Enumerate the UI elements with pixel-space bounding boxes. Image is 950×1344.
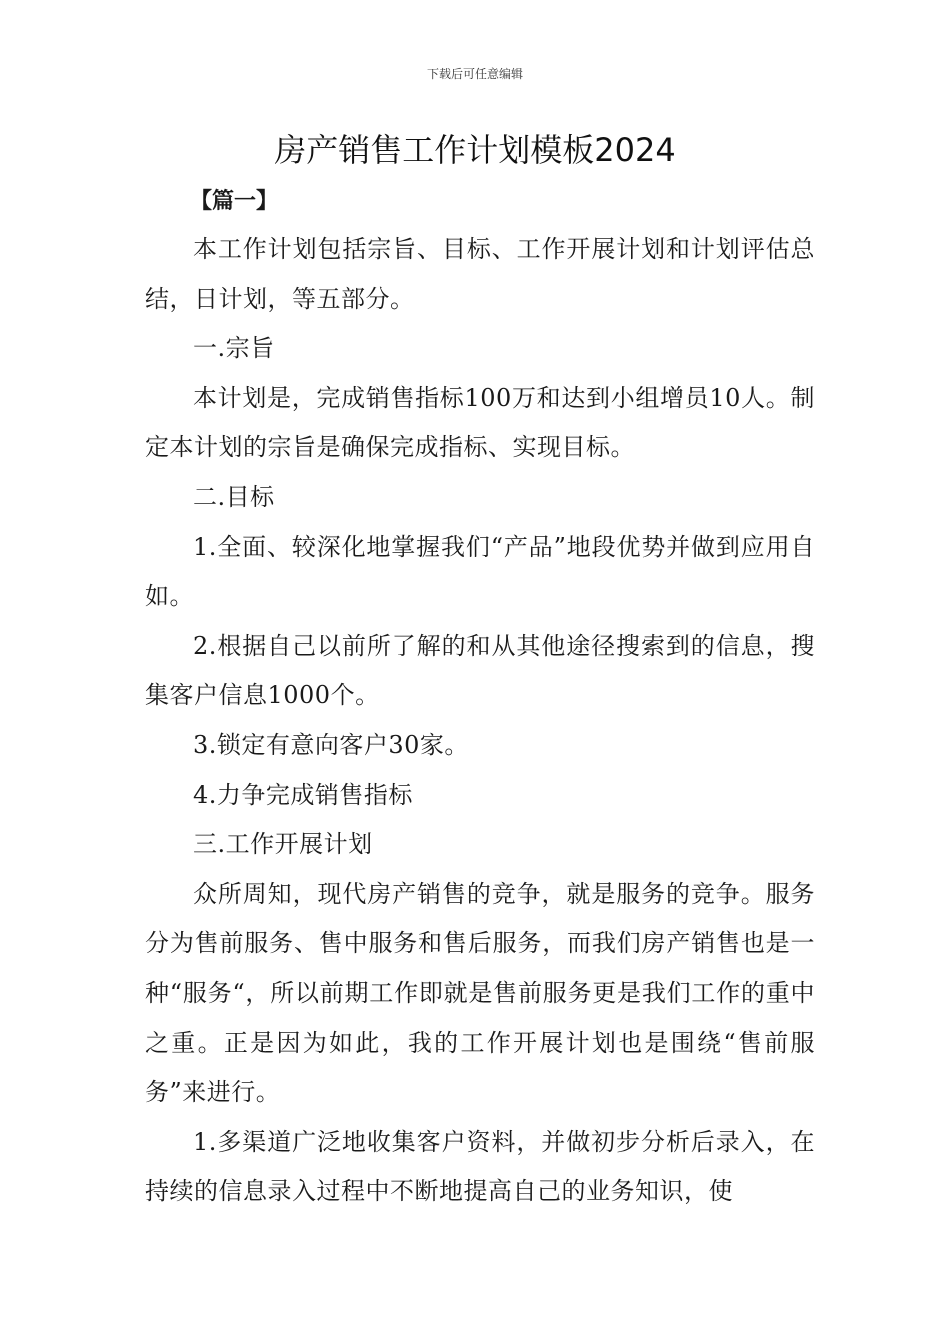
goal-item-3: 3.锁定有意向客户30家。 [193, 730, 469, 759]
paragraph-work-plan: 众所周知，现代房产销售的竞争，就是服务的竞争。服务分为售前服务、售中服务和售后服务，而我们房产销售也是一种“服务“，所以前期工作即就是售前服务更是我们工作的重中之重。正是因为如此，我的工作开展计划也是围绕“售前服务”来进行。 [145, 879, 815, 1107]
goal-item-2: 2.根据自己以前所了解的和从其他途径搜索到的信息，搜集客户信息1000个。 [145, 631, 815, 710]
paragraph-purpose: 本计划是，完成销售指标100万和达到小组增员10人。制定本计划的宗旨是确保完成指标、实现目标。 [145, 383, 815, 462]
goal-item-1: 1.全面、较深化地掌握我们“产品”地段优势并做到应用自如。 [145, 532, 815, 611]
plan-item-1: 1.多渠道广泛地收集客户资料，并做初步分析后录入，在持续的信息录入过程中不断地提高自己的业务知识，使 [145, 1127, 815, 1206]
heading-work-plan: 三.工作开展计划 [193, 830, 373, 859]
heading-goals: 二.目标 [193, 482, 275, 511]
heading-purpose: 一.宗旨 [193, 334, 275, 363]
paragraph-intro: 本工作计划包括宗旨、目标、工作开展计划和计划评估总结，日计划，等五部分。 [145, 235, 815, 313]
body-text [145, 225, 815, 1217]
page-title: 房产销售工作计划模板2024 [274, 131, 676, 169]
goal-item-4: 4.力争完成销售指标 [193, 780, 413, 809]
header-note: 下载后可任意编辑 [426, 67, 523, 81]
section-tag: 【篇一】 [190, 188, 279, 214]
